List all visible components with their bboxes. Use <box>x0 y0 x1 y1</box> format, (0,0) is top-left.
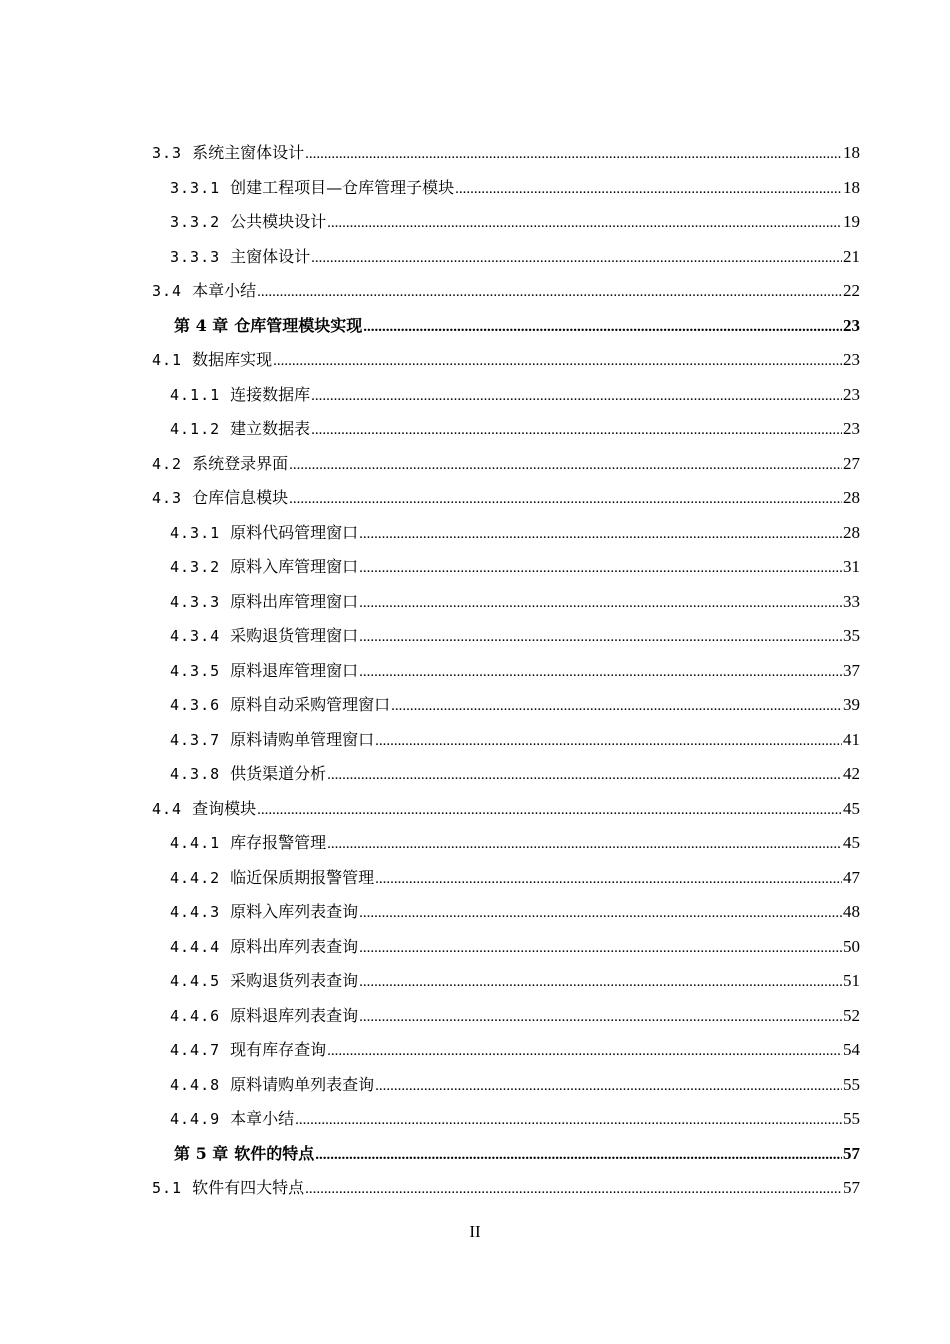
toc-entry[interactable] <box>152 1033 860 1068</box>
toc-leader-dots <box>363 310 842 345</box>
toc-entry-number: 3.3.1 <box>170 178 221 197</box>
toc-entry[interactable] <box>152 999 860 1034</box>
toc-entry-page: 55 <box>843 1109 860 1128</box>
toc-entry-number: 4.3 <box>152 489 183 507</box>
toc-entry-page: 27 <box>843 453 860 473</box>
toc-chapter-entry[interactable] <box>152 309 860 344</box>
toc-entry-title: 查询模块 <box>192 798 257 818</box>
toc-entry-title: 系统登录界面 <box>192 453 289 473</box>
toc-entry-title: 原料入库列表查询 <box>230 902 359 921</box>
toc-entry-page: 48 <box>843 902 860 921</box>
toc-entry-title: 库存报警管理 <box>230 833 327 852</box>
toc-leader-dots <box>359 931 842 966</box>
toc-entry-page: 57 <box>843 1178 860 1197</box>
toc-entry-title: 原料出库管理窗口 <box>230 591 359 611</box>
toc-entry-number: 4.3.5 <box>170 661 221 680</box>
toc-entry-number: 4.4.2 <box>170 868 221 887</box>
toc-entry[interactable] <box>152 792 860 827</box>
toc-leader-dots <box>327 758 842 793</box>
toc-entry[interactable] <box>152 378 860 413</box>
toc-leader-dots <box>315 1138 842 1173</box>
toc-entry-title: 供货渠道分析 <box>230 764 327 783</box>
toc-leader-dots <box>375 1069 842 1104</box>
toc-entry-page: 31 <box>843 557 860 576</box>
toc-entry[interactable] <box>152 861 860 896</box>
toc-entry-title: 建立数据表 <box>230 419 311 438</box>
toc-leader-dots <box>311 241 842 276</box>
toc-entry-number: 4.4.3 <box>170 903 221 921</box>
toc-entry-number: 4.1.1 <box>170 385 221 404</box>
toc-entry-page: 23 <box>843 384 860 404</box>
toc-entry[interactable] <box>152 585 860 620</box>
table-of-contents <box>152 136 860 1206</box>
toc-leader-dots <box>375 862 842 897</box>
toc-entry-number: 3.3 <box>152 144 183 162</box>
toc-entry-number: 3.3.3 <box>170 247 221 266</box>
toc-entry-number: 4.3.3 <box>170 592 221 611</box>
toc-entry-number: 4.4.7 <box>170 1041 221 1059</box>
toc-entry-title: 原料退库管理窗口 <box>230 660 359 680</box>
toc-entry-page: 45 <box>843 833 860 852</box>
toc-leader-dots <box>295 1103 842 1138</box>
toc-leader-dots <box>305 1172 842 1207</box>
toc-entry-page: 41 <box>843 729 860 749</box>
toc-entry-number: 4.3.1 <box>170 523 221 542</box>
toc-leader-dots <box>327 1034 842 1069</box>
toc-entry-page: 22 <box>843 281 860 300</box>
toc-leader-dots <box>359 620 842 655</box>
toc-entry-title: 本章小结 <box>192 281 257 300</box>
toc-entry[interactable] <box>152 654 860 689</box>
toc-entry-number: 3.3.2 <box>170 213 221 231</box>
toc-leader-dots <box>455 172 842 207</box>
toc-entry-number: 4.4.8 <box>170 1075 221 1094</box>
toc-entry-title: 本章小结 <box>230 1109 295 1128</box>
toc-leader-dots <box>391 689 842 724</box>
toc-entry-page: 21 <box>843 246 860 266</box>
toc-entry[interactable] <box>152 1102 860 1137</box>
toc-entry-page: 50 <box>843 936 860 956</box>
toc-entry[interactable] <box>152 757 860 792</box>
toc-entry-title: 仓库信息模块 <box>192 488 289 507</box>
toc-entry-page: 39 <box>843 695 860 714</box>
toc-entry-number: 第 5 章 <box>174 1143 229 1163</box>
toc-entry-number: 5.1 <box>152 1179 183 1197</box>
toc-entry-page: 42 <box>843 764 860 783</box>
toc-entry-page: 55 <box>843 1074 860 1094</box>
toc-entry-page: 57 <box>843 1143 860 1163</box>
toc-entry[interactable] <box>152 964 860 999</box>
toc-entry-number: 4.3.6 <box>170 696 221 714</box>
toc-leader-dots <box>359 965 842 1000</box>
toc-entry-number: 4.2 <box>152 454 183 473</box>
toc-leader-dots <box>359 896 842 931</box>
toc-entry-title: 临近保质期报警管理 <box>230 867 375 887</box>
toc-entry[interactable] <box>152 343 860 378</box>
toc-entry-number: 4.3.4 <box>170 627 221 645</box>
toc-leader-dots <box>289 448 842 483</box>
toc-entry[interactable] <box>152 895 860 930</box>
toc-entry-title: 连接数据库 <box>230 384 311 404</box>
toc-entry-title: 原料请购单管理窗口 <box>230 729 375 749</box>
toc-entry[interactable] <box>152 274 860 309</box>
toc-entry-page: 18 <box>843 177 860 197</box>
toc-entry-number: 第 4 章 <box>174 315 229 335</box>
toc-chapter-entry[interactable] <box>152 1137 860 1172</box>
toc-entry-page: 54 <box>843 1040 860 1059</box>
toc-entry-number: 4.4.1 <box>170 834 221 852</box>
toc-leader-dots <box>257 275 842 310</box>
toc-entry-number: 4.1 <box>152 351 183 369</box>
toc-entry-page: 35 <box>843 626 860 645</box>
toc-entry[interactable] <box>152 930 860 965</box>
toc-entry-number: 4.4 <box>152 799 183 818</box>
toc-entry[interactable] <box>152 412 860 447</box>
toc-entry-title: 主窗体设计 <box>230 246 311 266</box>
toc-entry-title: 采购退货列表查询 <box>230 971 359 990</box>
toc-entry-title: 公共模块设计 <box>230 212 327 231</box>
toc-leader-dots <box>359 551 842 586</box>
toc-entry[interactable] <box>152 171 860 206</box>
toc-leader-dots <box>305 137 842 172</box>
toc-entry-page: 33 <box>843 591 860 611</box>
toc-entry[interactable] <box>152 619 860 654</box>
toc-entry-title: 原料入库管理窗口 <box>230 557 359 576</box>
toc-leader-dots <box>257 793 842 828</box>
toc-entry-number: 4.1.2 <box>170 420 221 438</box>
toc-entry-page: 47 <box>843 867 860 887</box>
toc-entry[interactable] <box>152 826 860 861</box>
toc-entry-page: 23 <box>843 315 860 335</box>
toc-entry-number: 4.4.9 <box>170 1110 221 1128</box>
toc-entry-page: 18 <box>843 143 860 162</box>
toc-entry-title: 原料请购单列表查询 <box>230 1074 375 1094</box>
toc-leader-dots <box>273 344 842 379</box>
toc-entry-number: 4.3.2 <box>170 558 221 576</box>
toc-entry-title: 原料出库列表查询 <box>230 936 359 956</box>
toc-entry-page: 28 <box>843 488 860 507</box>
toc-entry[interactable] <box>152 516 860 551</box>
toc-leader-dots <box>375 724 842 759</box>
toc-entry[interactable] <box>152 240 860 275</box>
toc-entry-page: 52 <box>843 1005 860 1025</box>
toc-entry-page: 45 <box>843 798 860 818</box>
toc-entry-title: 软件有四大特点 <box>192 1178 305 1197</box>
toc-leader-dots <box>359 1000 842 1035</box>
toc-entry-title: 现有库存查询 <box>230 1040 327 1059</box>
toc-entry-number: 4.4.4 <box>170 937 221 956</box>
toc-entry-title: 系统主窗体设计 <box>192 143 305 162</box>
toc-entry-number: 3.4 <box>152 282 183 300</box>
toc-entry-title: 仓库管理模块实现 <box>234 315 363 335</box>
toc-leader-dots <box>327 827 842 862</box>
toc-entry[interactable] <box>152 1171 860 1206</box>
page-number-footer: II <box>469 1222 481 1241</box>
toc-entry[interactable] <box>152 550 860 585</box>
toc-leader-dots <box>327 206 842 241</box>
toc-entry[interactable] <box>152 136 860 171</box>
toc-entry-number: 4.4.5 <box>170 972 221 990</box>
toc-entry[interactable] <box>152 205 860 240</box>
toc-entry-page: 23 <box>843 350 860 369</box>
toc-entry-page: 23 <box>843 419 860 438</box>
toc-entry-number: 4.3.8 <box>170 765 221 783</box>
toc-entry-page: 19 <box>843 212 860 231</box>
toc-entry-page: 51 <box>843 971 860 990</box>
toc-entry-page: 28 <box>843 522 860 542</box>
toc-entry-title: 数据库实现 <box>192 350 273 369</box>
toc-entry-page: 37 <box>843 660 860 680</box>
toc-entry-number: 4.3.7 <box>170 730 221 749</box>
toc-entry[interactable] <box>152 481 860 516</box>
toc-leader-dots <box>289 482 842 517</box>
toc-entry[interactable] <box>152 447 860 482</box>
toc-leader-dots <box>359 517 842 552</box>
toc-leader-dots <box>311 379 842 414</box>
toc-entry-title: 软件的特点 <box>234 1143 315 1163</box>
toc-entry-title: 原料代码管理窗口 <box>230 522 359 542</box>
toc-entry[interactable] <box>152 688 860 723</box>
toc-entry-title: 采购退货管理窗口 <box>230 626 359 645</box>
toc-leader-dots <box>359 586 842 621</box>
toc-leader-dots <box>311 413 842 448</box>
toc-entry-title: 创建工程项目—仓库管理子模块 <box>230 177 455 197</box>
toc-entry-title: 原料自动采购管理窗口 <box>230 695 391 714</box>
toc-entry-number: 4.4.6 <box>170 1006 221 1025</box>
toc-entry-title: 原料退库列表查询 <box>230 1005 359 1025</box>
toc-leader-dots <box>359 655 842 690</box>
toc-entry[interactable] <box>152 1068 860 1103</box>
toc-entry[interactable] <box>152 723 860 758</box>
